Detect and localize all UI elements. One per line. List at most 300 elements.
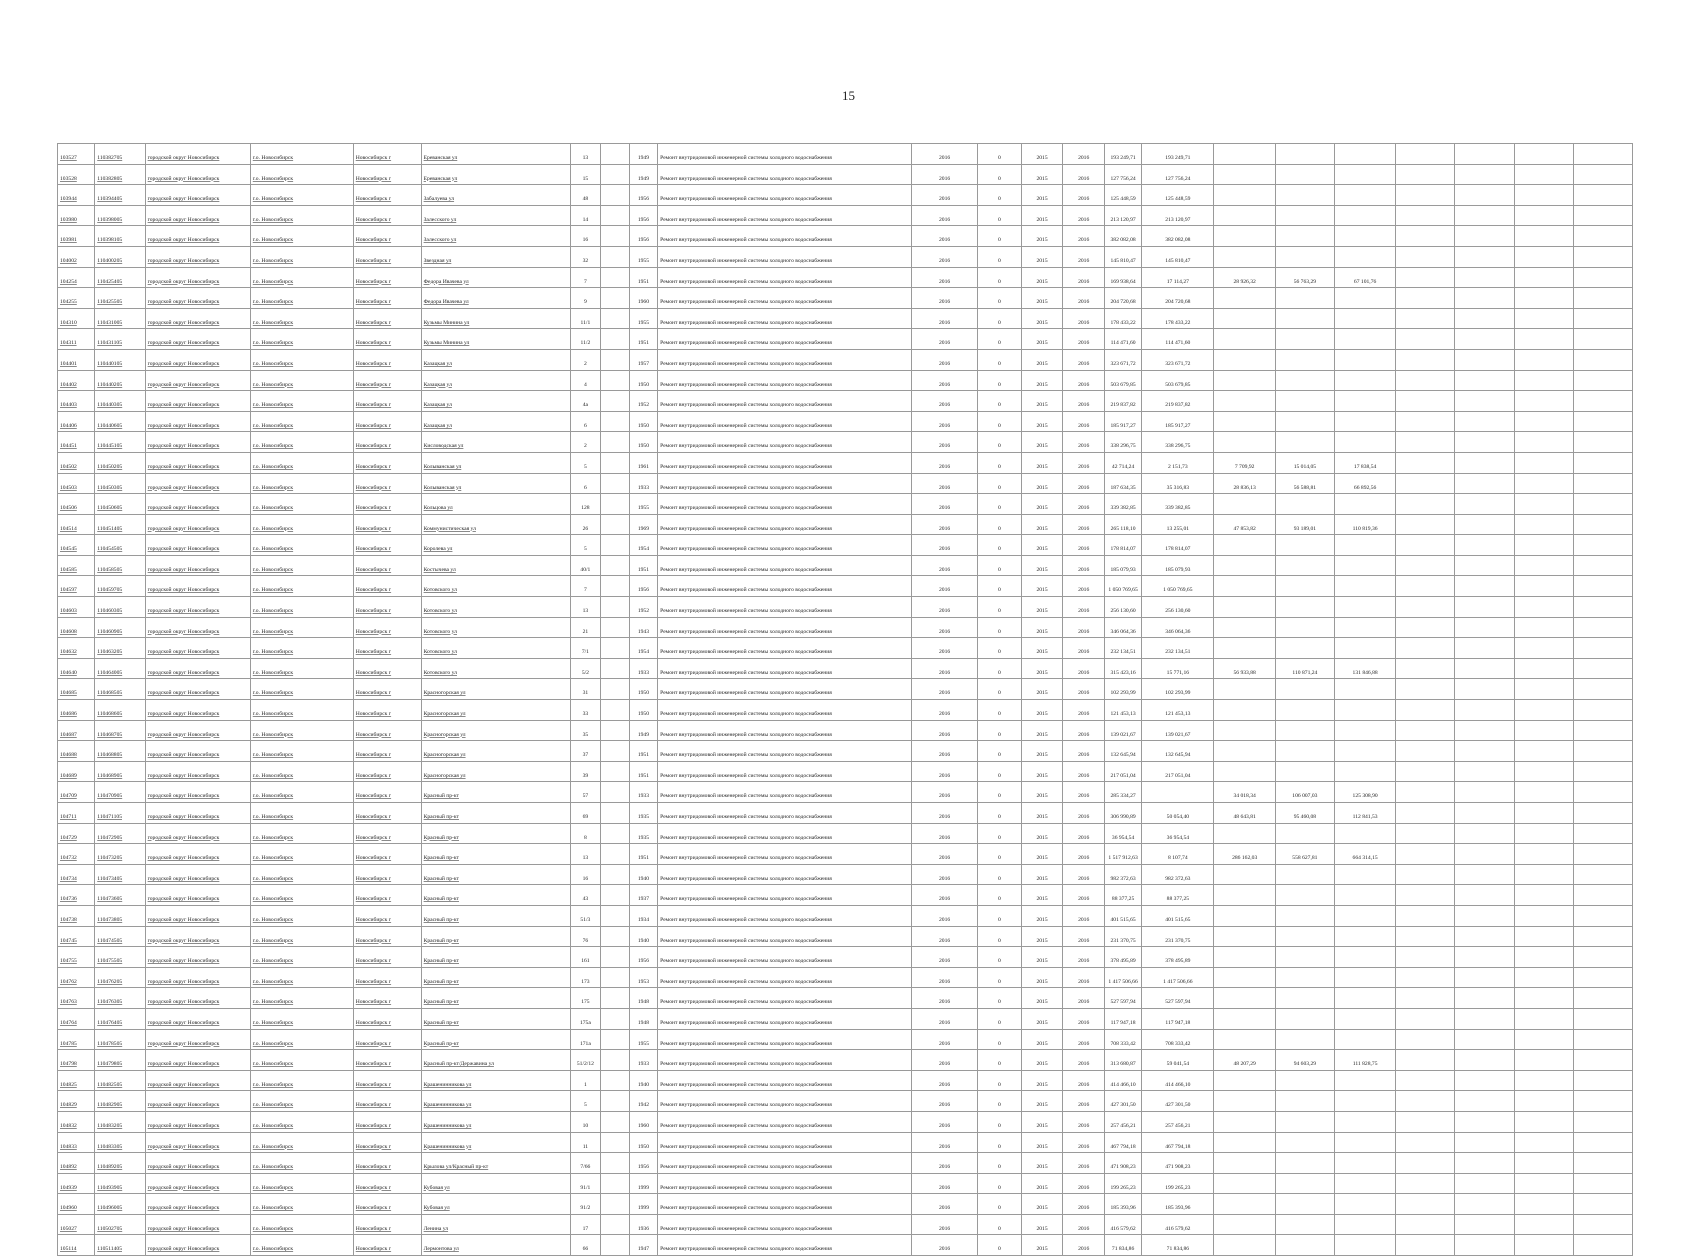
city-cell: Новосибирск г — [353, 164, 421, 185]
work-type-cell: Ремонт внутридомовой инженерной системы холодного водоснабжения — [658, 1132, 912, 1153]
empty-cell — [1514, 1070, 1573, 1091]
empty-cell — [1455, 741, 1514, 762]
fund-3-cell — [1334, 185, 1395, 206]
year-to-cell: 2016 — [1063, 226, 1105, 247]
house-id-cell: 104403 — [58, 391, 95, 412]
fund-3-cell — [1334, 679, 1395, 700]
empty-cell — [1573, 1173, 1632, 1194]
fund-3-cell — [1334, 432, 1395, 453]
year-from-cell: 2015 — [1021, 638, 1063, 659]
empty-cell — [1455, 1091, 1514, 1112]
year-to-cell: 2016 — [1063, 267, 1105, 288]
house-code-cell: 110473605 — [95, 885, 145, 906]
owners-funds-cell: 503 679,85 — [1142, 370, 1214, 391]
house-code-cell: 110468605 — [95, 700, 145, 721]
year-to-cell: 2016 — [1063, 761, 1105, 782]
year-to-cell: 2016 — [1063, 782, 1105, 803]
house-id-cell: 104514 — [58, 514, 95, 535]
empty-cell — [1514, 576, 1573, 597]
fund-1-cell — [1214, 246, 1275, 267]
street-cell: Крашенинникова ул — [421, 1070, 570, 1091]
house-code-cell: 110464005 — [95, 658, 145, 679]
street-cell: Костычева ул — [421, 555, 570, 576]
work-type-cell: Ремонт внутридомовой инженерной системы холодного водоснабжения — [658, 164, 912, 185]
build-year-cell: 1935 — [629, 803, 657, 824]
empty-cell — [1396, 638, 1455, 659]
build-year-cell: 1940 — [629, 926, 657, 947]
plan-year-cell: 2016 — [912, 782, 978, 803]
year-to-cell: 2016 — [1063, 576, 1105, 597]
empty-cell — [1455, 617, 1514, 638]
settlement-cell: г.о. Новосибирск — [250, 494, 353, 515]
build-year-cell: 1940 — [629, 864, 657, 885]
house-id-cell: 104892 — [58, 1153, 95, 1174]
empty-cell — [1455, 823, 1514, 844]
total-cost-cell: 471 908,23 — [1104, 1153, 1141, 1174]
street-cell: Ленина ул — [421, 1214, 570, 1235]
owners-funds-cell: 256 130,60 — [1142, 597, 1214, 618]
building-cell — [601, 1214, 629, 1235]
house-number-cell: 17 — [570, 1214, 601, 1235]
year-from-cell: 2015 — [1021, 1091, 1063, 1112]
year-from-cell: 2015 — [1021, 1235, 1063, 1256]
year-to-cell: 2016 — [1063, 370, 1105, 391]
empty-cell — [1573, 1153, 1632, 1174]
total-cost-cell: 185 079,93 — [1104, 555, 1141, 576]
building-cell — [601, 1111, 629, 1132]
city-cell: Новосибирск г — [353, 720, 421, 741]
zero-cell: 0 — [977, 700, 1021, 721]
house-number-cell: 13 — [570, 844, 601, 865]
fund-2-cell: 56 763,29 — [1275, 267, 1334, 288]
table-row — [58, 494, 1633, 515]
empty-cell — [1573, 1132, 1632, 1153]
work-type-cell: Ремонт внутридомовой инженерной системы холодного водоснабжения — [658, 947, 912, 968]
work-type-cell: Ремонт внутридомовой инженерной системы холодного водоснабжения — [658, 1111, 912, 1132]
owners-funds-cell: 338 296,75 — [1142, 432, 1214, 453]
city-cell: Новосибирск г — [353, 267, 421, 288]
zero-cell: 0 — [977, 1091, 1021, 1112]
plan-year-cell: 2016 — [912, 473, 978, 494]
building-cell — [601, 597, 629, 618]
total-cost-cell: 257 456,21 — [1104, 1111, 1141, 1132]
settlement-cell: г.о. Новосибирск — [250, 514, 353, 535]
work-type-cell: Ремонт внутридомовой инженерной системы холодного водоснабжения — [658, 967, 912, 988]
empty-cell — [1514, 267, 1573, 288]
fund-3-cell: 66 892,56 — [1334, 473, 1395, 494]
empty-cell — [1573, 700, 1632, 721]
fund-2-cell — [1275, 1214, 1334, 1235]
owners-funds-cell: 427 301,50 — [1142, 1091, 1214, 1112]
empty-cell — [1514, 638, 1573, 659]
district-cell: городской округ Новосибирск — [145, 1153, 250, 1174]
fund-1-cell — [1214, 905, 1275, 926]
empty-cell — [1455, 576, 1514, 597]
house-code-cell: 110440205 — [95, 370, 145, 391]
street-cell: Королева ул — [421, 535, 570, 556]
building-cell — [601, 370, 629, 391]
district-cell: городской округ Новосибирск — [145, 1173, 250, 1194]
house-code-cell: 110440105 — [95, 349, 145, 370]
table-row — [58, 741, 1633, 762]
year-from-cell: 2015 — [1021, 535, 1063, 556]
fund-2-cell — [1275, 349, 1334, 370]
empty-cell — [1573, 761, 1632, 782]
plan-year-cell: 2016 — [912, 1070, 978, 1091]
house-id-cell: 104785 — [58, 1029, 95, 1050]
table-row — [58, 844, 1633, 865]
total-cost-cell: 323 671,72 — [1104, 349, 1141, 370]
plan-year-cell: 2016 — [912, 658, 978, 679]
house-code-cell: 110425405 — [95, 267, 145, 288]
fund-3-cell — [1334, 617, 1395, 638]
house-id-cell: 104406 — [58, 411, 95, 432]
zero-cell: 0 — [977, 679, 1021, 700]
fund-2-cell: 95 460,08 — [1275, 803, 1334, 824]
fund-1-cell — [1214, 926, 1275, 947]
empty-cell — [1396, 761, 1455, 782]
empty-cell — [1514, 1050, 1573, 1071]
empty-cell — [1514, 720, 1573, 741]
year-from-cell: 2015 — [1021, 329, 1063, 350]
building-cell — [601, 947, 629, 968]
fund-2-cell — [1275, 967, 1334, 988]
fund-2-cell: 106 007,03 — [1275, 782, 1334, 803]
owners-funds-cell: 204 720,68 — [1142, 288, 1214, 309]
year-from-cell: 2015 — [1021, 432, 1063, 453]
street-cell: Забалуева ул — [421, 185, 570, 206]
fund-3-cell — [1334, 370, 1395, 391]
building-cell — [601, 144, 629, 165]
fund-3-cell — [1334, 494, 1395, 515]
total-cost-cell: 527 597,94 — [1104, 988, 1141, 1009]
city-cell: Новосибирск г — [353, 988, 421, 1009]
empty-cell — [1455, 205, 1514, 226]
house-id-cell: 104688 — [58, 741, 95, 762]
city-cell: Новосибирск г — [353, 535, 421, 556]
plan-year-cell: 2016 — [912, 1008, 978, 1029]
year-from-cell: 2015 — [1021, 267, 1063, 288]
district-cell: городской округ Новосибирск — [145, 349, 250, 370]
empty-cell — [1455, 679, 1514, 700]
empty-cell — [1455, 164, 1514, 185]
street-cell: Красный пр-кт — [421, 823, 570, 844]
house-number-cell: 21 — [570, 617, 601, 638]
fund-2-cell — [1275, 432, 1334, 453]
house-code-cell: 110394405 — [95, 185, 145, 206]
fund-2-cell — [1275, 1091, 1334, 1112]
empty-cell — [1573, 1008, 1632, 1029]
building-cell — [601, 823, 629, 844]
building-cell — [601, 1008, 629, 1029]
zero-cell: 0 — [977, 885, 1021, 906]
empty-cell — [1396, 597, 1455, 618]
house-id-cell: 104506 — [58, 494, 95, 515]
house-id-cell: 104798 — [58, 1050, 95, 1071]
empty-cell — [1514, 741, 1573, 762]
empty-cell — [1514, 1132, 1573, 1153]
settlement-cell: г.о. Новосибирск — [250, 988, 353, 1009]
year-to-cell: 2016 — [1063, 823, 1105, 844]
build-year-cell: 1951 — [629, 267, 657, 288]
street-cell: Кузьмы Минина ул — [421, 329, 570, 350]
settlement-cell: г.о. Новосибирск — [250, 741, 353, 762]
total-cost-cell: 1 417 506,66 — [1104, 967, 1141, 988]
empty-cell — [1455, 967, 1514, 988]
year-from-cell: 2015 — [1021, 823, 1063, 844]
fund-2-cell — [1275, 926, 1334, 947]
fund-3-cell — [1334, 700, 1395, 721]
settlement-cell: г.о. Новосибирск — [250, 576, 353, 597]
total-cost-cell: 231 370,75 — [1104, 926, 1141, 947]
house-number-cell: 7 — [570, 576, 601, 597]
house-code-cell: 110476405 — [95, 1008, 145, 1029]
house-id-cell: 104738 — [58, 905, 95, 926]
house-number-cell: 40/1 — [570, 555, 601, 576]
fund-3-cell — [1334, 638, 1395, 659]
year-to-cell: 2016 — [1063, 411, 1105, 432]
empty-cell — [1514, 535, 1573, 556]
fund-2-cell — [1275, 947, 1334, 968]
street-cell: Ереванская ул — [421, 164, 570, 185]
fund-1-cell — [1214, 329, 1275, 350]
city-cell: Новосибирск г — [353, 555, 421, 576]
settlement-cell: г.о. Новосибирск — [250, 638, 353, 659]
fund-2-cell: 15 014,05 — [1275, 452, 1334, 473]
year-to-cell: 2016 — [1063, 494, 1105, 515]
house-id-cell: 104310 — [58, 308, 95, 329]
building-cell — [601, 761, 629, 782]
empty-cell — [1573, 823, 1632, 844]
fund-1-cell — [1214, 205, 1275, 226]
fund-1-cell — [1214, 164, 1275, 185]
owners-funds-cell: 185 917,27 — [1142, 411, 1214, 432]
build-year-cell: 1955 — [629, 494, 657, 515]
year-to-cell: 2016 — [1063, 1111, 1105, 1132]
house-code-cell: 110459705 — [95, 576, 145, 597]
fund-3-cell — [1334, 164, 1395, 185]
build-year-cell: 1933 — [629, 658, 657, 679]
plan-year-cell: 2016 — [912, 226, 978, 247]
work-type-cell: Ремонт внутридомовой инженерной системы холодного водоснабжения — [658, 926, 912, 947]
house-code-cell: 110474505 — [95, 926, 145, 947]
city-cell: Новосибирск г — [353, 452, 421, 473]
owners-funds-cell: 2 151,73 — [1142, 452, 1214, 473]
work-type-cell: Ремонт внутридомовой инженерной системы холодного водоснабжения — [658, 741, 912, 762]
fund-2-cell — [1275, 1194, 1334, 1215]
year-to-cell: 2016 — [1063, 1235, 1105, 1256]
house-code-cell: 110482505 — [95, 1070, 145, 1091]
settlement-cell: г.о. Новосибирск — [250, 720, 353, 741]
year-from-cell: 2015 — [1021, 741, 1063, 762]
fund-2-cell — [1275, 1070, 1334, 1091]
house-number-cell: 5 — [570, 452, 601, 473]
plan-year-cell: 2016 — [912, 885, 978, 906]
house-id-cell: 104689 — [58, 761, 95, 782]
fund-2-cell — [1275, 555, 1334, 576]
settlement-cell: г.о. Новосибирск — [250, 205, 353, 226]
empty-cell — [1514, 782, 1573, 803]
city-cell: Новосибирск г — [353, 349, 421, 370]
empty-cell — [1396, 720, 1455, 741]
work-type-cell: Ремонт внутридомовой инженерной системы холодного водоснабжения — [658, 555, 912, 576]
plan-year-cell: 2016 — [912, 246, 978, 267]
empty-cell — [1514, 1008, 1573, 1029]
empty-cell — [1573, 1029, 1632, 1050]
year-from-cell: 2015 — [1021, 370, 1063, 391]
build-year-cell: 1948 — [629, 1008, 657, 1029]
settlement-cell: г.о. Новосибирск — [250, 679, 353, 700]
district-cell: городской округ Новосибирск — [145, 329, 250, 350]
work-type-cell: Ремонт внутридомовой инженерной системы холодного водоснабжения — [658, 494, 912, 515]
plan-year-cell: 2016 — [912, 288, 978, 309]
work-type-cell: Ремонт внутридомовой инженерной системы холодного водоснабжения — [658, 308, 912, 329]
street-cell: Котовского ул — [421, 576, 570, 597]
zero-cell: 0 — [977, 1214, 1021, 1235]
city-cell: Новосибирск г — [353, 617, 421, 638]
house-number-cell: 11 — [570, 1132, 601, 1153]
fund-1-cell: 48 643,81 — [1214, 803, 1275, 824]
build-year-cell: 1933 — [629, 782, 657, 803]
fund-2-cell — [1275, 144, 1334, 165]
table-row — [58, 205, 1633, 226]
total-cost-cell: 378 495,89 — [1104, 947, 1141, 968]
district-cell: городской округ Новосибирск — [145, 205, 250, 226]
street-cell: Крашенинникова ул — [421, 1091, 570, 1112]
empty-cell — [1396, 803, 1455, 824]
empty-cell — [1514, 432, 1573, 453]
house-id-cell: 104686 — [58, 700, 95, 721]
empty-cell — [1573, 288, 1632, 309]
year-from-cell: 2015 — [1021, 864, 1063, 885]
settlement-cell: г.о. Новосибирск — [250, 926, 353, 947]
empty-cell — [1396, 926, 1455, 947]
fund-1-cell — [1214, 535, 1275, 556]
district-cell: городской округ Новосибирск — [145, 144, 250, 165]
district-cell: городской округ Новосибирск — [145, 1008, 250, 1029]
total-cost-cell: 467 794,18 — [1104, 1132, 1141, 1153]
total-cost-cell: 285 334,27 — [1104, 782, 1141, 803]
empty-cell — [1455, 226, 1514, 247]
fund-3-cell — [1334, 741, 1395, 762]
table-row — [58, 1214, 1633, 1235]
zero-cell: 0 — [977, 864, 1021, 885]
building-cell — [601, 576, 629, 597]
fund-1-cell — [1214, 432, 1275, 453]
fund-2-cell — [1275, 576, 1334, 597]
house-id-cell: 104825 — [58, 1070, 95, 1091]
settlement-cell: г.о. Новосибирск — [250, 967, 353, 988]
work-type-cell: Ремонт внутридомовой инженерной системы холодного водоснабжения — [658, 782, 912, 803]
year-to-cell: 2016 — [1063, 1153, 1105, 1174]
empty-cell — [1455, 1132, 1514, 1153]
owners-funds-cell: 117 947,18 — [1142, 1008, 1214, 1029]
work-type-cell: Ремонт внутридомовой инженерной системы холодного водоснабжения — [658, 720, 912, 741]
table-row — [58, 803, 1633, 824]
empty-cell — [1514, 679, 1573, 700]
fund-2-cell — [1275, 638, 1334, 659]
empty-cell — [1455, 288, 1514, 309]
total-cost-cell: 199 265,23 — [1104, 1173, 1141, 1194]
building-cell — [601, 555, 629, 576]
fund-3-cell — [1334, 288, 1395, 309]
year-to-cell: 2016 — [1063, 967, 1105, 988]
house-id-cell: 104685 — [58, 679, 95, 700]
total-cost-cell: 187 634,35 — [1104, 473, 1141, 494]
fund-2-cell — [1275, 1235, 1334, 1256]
table-row — [58, 452, 1633, 473]
year-from-cell: 2015 — [1021, 1132, 1063, 1153]
fund-3-cell — [1334, 1132, 1395, 1153]
empty-cell — [1396, 988, 1455, 1009]
house-number-cell: 171а — [570, 1029, 601, 1050]
city-cell: Новосибирск г — [353, 1173, 421, 1194]
year-from-cell: 2015 — [1021, 988, 1063, 1009]
work-type-cell: Ремонт внутридомовой инженерной системы холодного водоснабжения — [658, 885, 912, 906]
fund-3-cell — [1334, 597, 1395, 618]
table-row — [58, 1070, 1633, 1091]
empty-cell — [1455, 391, 1514, 412]
city-cell: Новосибирск г — [353, 864, 421, 885]
build-year-cell: 1942 — [629, 1091, 657, 1112]
year-from-cell: 2015 — [1021, 679, 1063, 700]
district-cell: городской округ Новосибирск — [145, 1235, 250, 1256]
building-cell — [601, 803, 629, 824]
house-id-cell: 104255 — [58, 288, 95, 309]
owners-funds-cell: 178 433,22 — [1142, 308, 1214, 329]
empty-cell — [1455, 1029, 1514, 1050]
empty-cell — [1514, 494, 1573, 515]
build-year-cell: 1961 — [629, 452, 657, 473]
total-cost-cell: 306 990,89 — [1104, 803, 1141, 824]
plan-year-cell: 2016 — [912, 411, 978, 432]
fund-1-cell — [1214, 679, 1275, 700]
plan-year-cell: 2016 — [912, 1194, 978, 1215]
empty-cell — [1573, 967, 1632, 988]
empty-cell — [1514, 1194, 1573, 1215]
zero-cell: 0 — [977, 185, 1021, 206]
district-cell: городской округ Новосибирск — [145, 597, 250, 618]
year-from-cell: 2015 — [1021, 205, 1063, 226]
house-number-cell: 16 — [570, 864, 601, 885]
district-cell: городской округ Новосибирск — [145, 885, 250, 906]
city-cell: Новосибирск г — [353, 1132, 421, 1153]
zero-cell: 0 — [977, 267, 1021, 288]
house-code-cell: 110468905 — [95, 761, 145, 782]
house-code-cell: 110479805 — [95, 1050, 145, 1071]
empty-cell — [1514, 947, 1573, 968]
building-cell — [601, 1173, 629, 1194]
fund-2-cell: 110 871,24 — [1275, 658, 1334, 679]
fund-3-cell — [1334, 205, 1395, 226]
empty-cell — [1514, 844, 1573, 865]
empty-cell — [1514, 514, 1573, 535]
fund-2-cell — [1275, 164, 1334, 185]
year-to-cell: 2016 — [1063, 844, 1105, 865]
fund-2-cell — [1275, 1153, 1334, 1174]
city-cell: Новосибирск г — [353, 411, 421, 432]
year-from-cell: 2015 — [1021, 947, 1063, 968]
year-from-cell: 2015 — [1021, 1194, 1063, 1215]
plan-year-cell: 2016 — [912, 1029, 978, 1050]
plan-year-cell: 2016 — [912, 514, 978, 535]
house-code-cell: 110454505 — [95, 535, 145, 556]
house-number-cell: 2 — [570, 349, 601, 370]
zero-cell: 0 — [977, 246, 1021, 267]
house-id-cell: 104451 — [58, 432, 95, 453]
empty-cell — [1396, 411, 1455, 432]
owners-funds-cell: 708 333,42 — [1142, 1029, 1214, 1050]
